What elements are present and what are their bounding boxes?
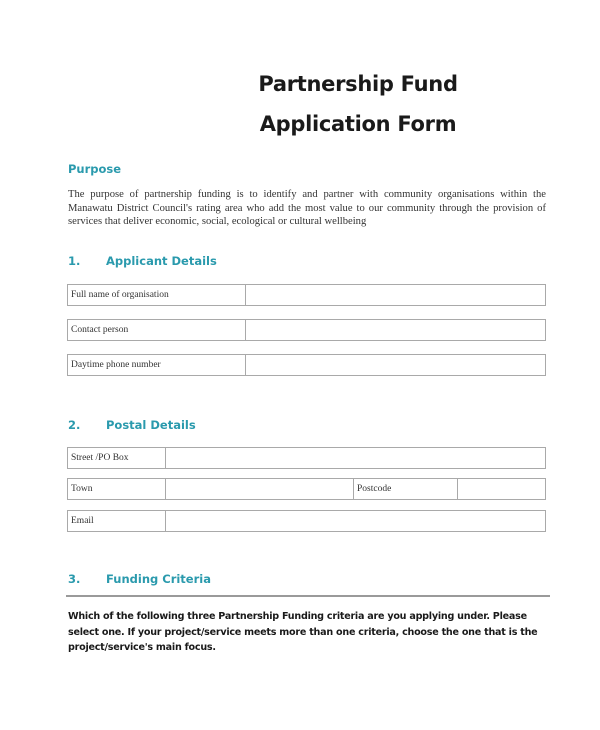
form-title-line-2: Application Form <box>259 112 457 136</box>
section-2-number: 2. <box>68 418 81 432</box>
town-input[interactable] <box>165 479 353 499</box>
street-input[interactable] <box>165 448 545 468</box>
section-3-number: 3. <box>68 572 81 586</box>
section-1-title: Applicant Details <box>106 254 217 268</box>
section-divider <box>66 595 550 597</box>
section-2-title: Postal Details <box>106 418 196 432</box>
field-label-postcode: Postcode <box>353 479 457 499</box>
field-label-email: Email <box>71 516 94 526</box>
purpose-text: The purpose of partnership funding is to identify and partner with community organisations within the Manawatu District Council's rating area who add the most value to our community through the provision of services that deliver economic, social, ecological or cultural wellbeing <box>68 189 546 227</box>
field-label-street: Street /PO Box <box>71 453 129 463</box>
section-3-title: Funding Criteria <box>106 572 211 586</box>
field-label-town: Town <box>71 484 93 494</box>
field-label-organisation-name: Full name of organisation <box>71 290 169 300</box>
field-row-organisation-name <box>67 284 546 306</box>
contact-person-input[interactable] <box>245 320 545 340</box>
section-1-number: 1. <box>68 254 81 268</box>
field-label-contact-person: Contact person <box>71 325 129 335</box>
organisation-name-input[interactable] <box>245 285 545 305</box>
purpose-heading: Purpose <box>68 162 122 176</box>
daytime-phone-input[interactable] <box>245 355 545 375</box>
field-row-email <box>67 510 546 532</box>
email-input[interactable] <box>165 511 545 531</box>
form-title-line-1: Partnership Fund <box>258 72 458 96</box>
field-row-street <box>67 447 546 469</box>
field-label-daytime-phone: Daytime phone number <box>71 360 161 370</box>
postcode-input[interactable] <box>457 479 545 499</box>
field-row-contact-person <box>67 319 546 341</box>
funding-criteria-instructions: Which of the following three Partnership Funding criteria are you applying under. Please select one. If your project/service meets more than one criteria, choose the one that is the project/service's main focus. <box>68 611 538 653</box>
field-row-daytime-phone <box>67 354 546 376</box>
field-row-town <box>67 478 546 500</box>
